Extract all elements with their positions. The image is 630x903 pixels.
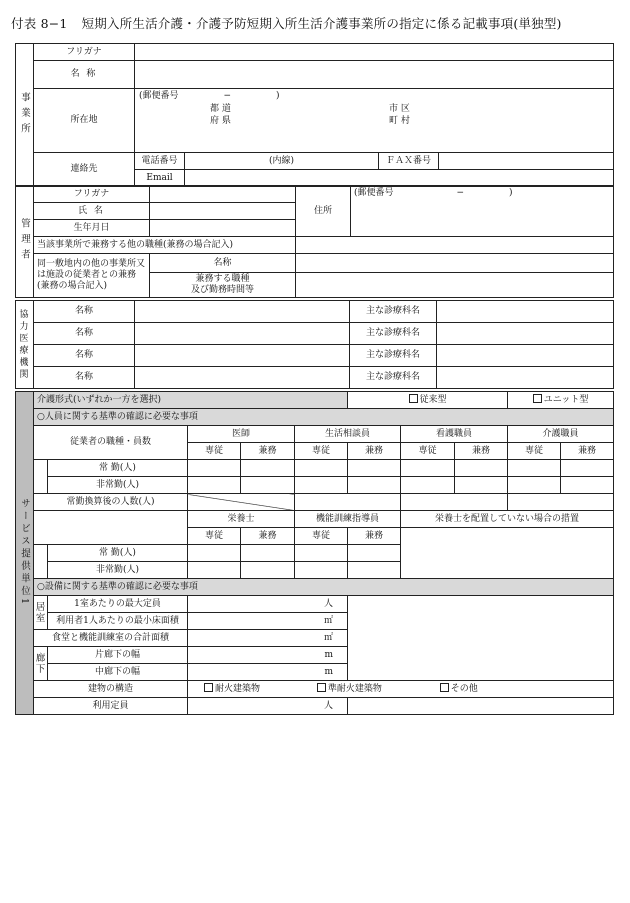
manager-dob-field[interactable] (150, 220, 296, 237)
equip-heading: ○設備に関する基準の確認に必要な事項 (34, 579, 614, 596)
staff-heading: ○人員に関する基準の確認に必要な事項 (34, 409, 614, 426)
office-postal: (郵便番号 − ) (139, 91, 280, 101)
staff-cell[interactable] (561, 460, 614, 477)
coop-section-label (16, 301, 34, 389)
caregiver-label: 介護職員 (508, 426, 614, 443)
unit-label: ユニット型 (543, 395, 589, 405)
staff2-blank (34, 511, 188, 545)
one-side-field[interactable] (188, 647, 348, 664)
staff2-side-blank (34, 545, 48, 579)
converted-caregiver[interactable] (508, 494, 614, 511)
caregiver-dedicated: 専従 (508, 443, 561, 460)
dining-field[interactable] (188, 630, 348, 647)
doctor-label: 医師 (188, 426, 295, 443)
office-fax-field[interactable] (439, 153, 614, 170)
staff-cell[interactable] (455, 477, 508, 494)
no-dietitian-field[interactable] (401, 528, 614, 579)
coop-name-label: 名称 (34, 301, 135, 323)
manager-address-field[interactable] (351, 186, 614, 237)
dietitian-label: 栄養士 (188, 511, 295, 528)
other-label: その他 (450, 684, 478, 694)
counselor-dedicated: 専従 (295, 443, 348, 460)
fu-ken: 府 県 (210, 116, 231, 126)
staff-cell[interactable] (348, 460, 401, 477)
coop-name-field[interactable] (135, 323, 350, 345)
unit-m2: ㎡ (324, 632, 334, 643)
coop-dept-label: 主な診療科名 (350, 345, 437, 367)
nurse-dedicated: 専従 (401, 443, 455, 460)
manager-postal: (郵便番号 − ) (354, 188, 513, 198)
site-job-line1: 兼務する職種 (195, 274, 250, 284)
trainer-label: 機能訓練指導員 (295, 511, 401, 528)
care-form-unit[interactable] (508, 392, 614, 409)
staff-type-label: 従業者の職種・員数 (34, 426, 188, 460)
office-email-field[interactable] (185, 170, 614, 187)
max-capacity-label: 1室あたりの最大定員 (48, 596, 188, 613)
trainer-concurrent: 兼務 (348, 528, 401, 545)
staff-cell[interactable] (241, 545, 295, 562)
staff-cell[interactable] (401, 460, 455, 477)
parttime-label: 非常勤(人) (48, 477, 188, 494)
coop-dept-label: 主な診療科名 (350, 367, 437, 389)
staff-cell[interactable] (348, 562, 401, 579)
unit-person: 人 (324, 700, 334, 711)
other-site-line2: は施設の従業者との兼務 (37, 270, 137, 280)
trainer-dedicated: 専従 (295, 528, 348, 545)
nurse-concurrent: 兼務 (455, 443, 508, 460)
fulltime-label-2: 常 勤(人) (48, 545, 188, 562)
staff-cell[interactable] (508, 477, 561, 494)
conventional-checkbox[interactable] (409, 394, 418, 403)
converted-label: 常勤換算後の人数(人) (34, 494, 188, 511)
staff-cell[interactable] (348, 545, 401, 562)
shi-ku: 市 区 (389, 104, 410, 114)
service-unit-section (15, 391, 614, 715)
staff-cell[interactable] (188, 460, 241, 477)
coop-dept-field[interactable] (437, 301, 614, 323)
dietitian-concurrent: 兼務 (241, 528, 295, 545)
office-fax-label: ＦＡＸ番号 (379, 153, 439, 170)
other-site-job-field[interactable] (296, 273, 614, 298)
min-area-label: 利用者1人あたりの最小床面積 (48, 613, 188, 630)
equip-blank (348, 596, 614, 681)
unit-m2: ㎡ (324, 615, 334, 626)
other-checkbox[interactable] (440, 683, 449, 692)
staff-cell[interactable] (241, 477, 295, 494)
staff-cell[interactable] (455, 460, 508, 477)
form-title (11, 14, 562, 32)
parttime-label-2: 非常勤(人) (48, 562, 188, 579)
coop-name-label: 名称 (34, 345, 135, 367)
office-section (15, 43, 614, 187)
counselor-concurrent: 兼務 (348, 443, 401, 460)
service-unit-label: サービス提供単位1 (16, 392, 34, 715)
other-site-name-field[interactable] (296, 254, 614, 273)
converted-counselor[interactable] (295, 494, 401, 511)
staff-cell[interactable] (188, 477, 241, 494)
care-form-conventional[interactable] (348, 392, 508, 409)
staff-cell[interactable] (241, 562, 295, 579)
office-furigana-field[interactable] (135, 44, 614, 61)
machi-mura: 町 村 (389, 116, 410, 126)
nurse-label: 看護職員 (401, 426, 508, 443)
other-site-job-label (150, 273, 296, 298)
hall-label: 廊下 (34, 647, 48, 681)
no-dietitian-label: 栄養士を配置していない場合の措置 (401, 511, 614, 528)
office-ext-label: (内線) (268, 155, 295, 166)
manager-other-site-label (34, 254, 150, 298)
fireproof-option[interactable] (204, 683, 314, 695)
staff-blank (34, 460, 48, 494)
staff-cell[interactable] (295, 460, 348, 477)
office-furigana-label: フリガナ (34, 44, 135, 61)
conventional-label: 従来型 (419, 395, 447, 405)
staff-cell[interactable] (188, 545, 241, 562)
manager-other-job-field[interactable] (296, 237, 614, 254)
one-side-label: 片廊下の幅 (48, 647, 188, 664)
caregiver-concurrent: 兼務 (561, 443, 614, 460)
manager-furigana-field[interactable] (150, 186, 296, 203)
coop-name-label: 名称 (34, 367, 135, 389)
coop-dept-field[interactable] (437, 323, 614, 345)
min-area-field[interactable] (188, 613, 348, 630)
coop-label-line2: 医療 (19, 333, 30, 356)
coop-name-field[interactable] (135, 301, 350, 323)
staff-cell[interactable] (241, 460, 295, 477)
other-option[interactable] (440, 684, 478, 694)
manager-name-label: 氏 名 (34, 203, 150, 220)
capacity-field[interactable] (188, 698, 348, 715)
manager-section (15, 185, 614, 298)
manager-other-job-label: 当該事業所で兼務する他の職種(兼務の場合記入) (34, 237, 296, 254)
office-phone-label: 電話番号 (135, 153, 185, 170)
fulltime-label: 常 勤(人) (48, 460, 188, 477)
coop-section (15, 300, 614, 389)
staff-cell[interactable] (348, 477, 401, 494)
dining-label: 食堂と機能訓練室の合計面積 (34, 630, 188, 647)
converted-doctor-slash (188, 494, 295, 511)
structure-options (188, 681, 614, 698)
capacity-label: 利用定員 (34, 698, 188, 715)
office-section-label: 事業所 (16, 44, 34, 187)
staff-cell[interactable] (295, 477, 348, 494)
to-dou: 都 道 (210, 104, 231, 114)
dietitian-dedicated: 専従 (188, 528, 241, 545)
other-site-line1: 同一敷地内の他の事業所又 (37, 259, 146, 269)
site-job-line2: 及び勤務時間等 (190, 285, 254, 295)
capacity-blank (348, 698, 614, 715)
staff-cell[interactable] (295, 545, 348, 562)
manager-address-label: 住所 (296, 186, 351, 237)
staff-cell[interactable] (508, 460, 561, 477)
doctor-dedicated: 専従 (188, 443, 241, 460)
manager-section-label: 管理者 (16, 186, 34, 298)
room-label: 居室 (34, 596, 48, 630)
office-address-label: 所在地 (34, 89, 135, 153)
coop-dept-field[interactable] (437, 367, 614, 389)
manager-name-field[interactable] (150, 203, 296, 220)
office-contact-label: 連絡先 (34, 153, 135, 187)
middle-field[interactable] (188, 664, 348, 681)
semi-fireproof-option[interactable] (317, 683, 437, 695)
manager-furigana-label: フリガナ (34, 186, 150, 203)
semi-fireproof-checkbox[interactable] (317, 683, 326, 692)
coop-dept-field[interactable] (437, 345, 614, 367)
staff-cell[interactable] (188, 562, 241, 579)
coop-name-field[interactable] (135, 345, 350, 367)
form-code: 付表 8−1 (11, 16, 68, 31)
coop-name-field[interactable] (135, 367, 350, 389)
unit-person: 人 (324, 598, 334, 609)
coop-name-label: 名称 (34, 323, 135, 345)
office-phone-field[interactable] (185, 153, 379, 170)
other-site-line3: (兼務の場合記入) (37, 281, 108, 291)
fireproof-label: 耐火建築物 (215, 684, 261, 694)
form-title-text: 短期入所生活介護・介護予防短期入所生活介護事業所の指定に係る記載事項(単独型) (81, 16, 562, 31)
office-name-field[interactable] (135, 61, 614, 89)
unit-checkbox[interactable] (533, 394, 542, 403)
structure-label: 建物の構造 (34, 681, 188, 698)
other-site-name-label: 名称 (150, 254, 296, 273)
coop-label-line3: 機関 (19, 357, 30, 380)
office-name-label: 名 称 (34, 61, 135, 89)
counselor-label: 生活相談員 (295, 426, 401, 443)
care-form-label: 介護形式(いずれか一方を選択) (34, 392, 348, 409)
staff-cell[interactable] (295, 562, 348, 579)
coop-label-line1: 協力 (19, 309, 30, 332)
doctor-concurrent: 兼務 (241, 443, 295, 460)
fireproof-checkbox[interactable] (204, 683, 213, 692)
office-email-label: Email (135, 170, 185, 187)
max-capacity-field[interactable] (188, 596, 348, 613)
semi-fireproof-label: 準耐火建築物 (327, 684, 382, 694)
unit-m: m (324, 649, 334, 660)
coop-dept-label: 主な診療科名 (350, 301, 437, 323)
staff-cell[interactable] (401, 477, 455, 494)
manager-dob-label: 生年月日 (34, 220, 150, 237)
middle-label: 中廊下の幅 (48, 664, 188, 681)
office-address-field[interactable] (135, 89, 614, 153)
unit-m: m (324, 666, 334, 677)
staff-cell[interactable] (561, 477, 614, 494)
coop-dept-label: 主な診療科名 (350, 323, 437, 345)
converted-nurse[interactable] (401, 494, 508, 511)
